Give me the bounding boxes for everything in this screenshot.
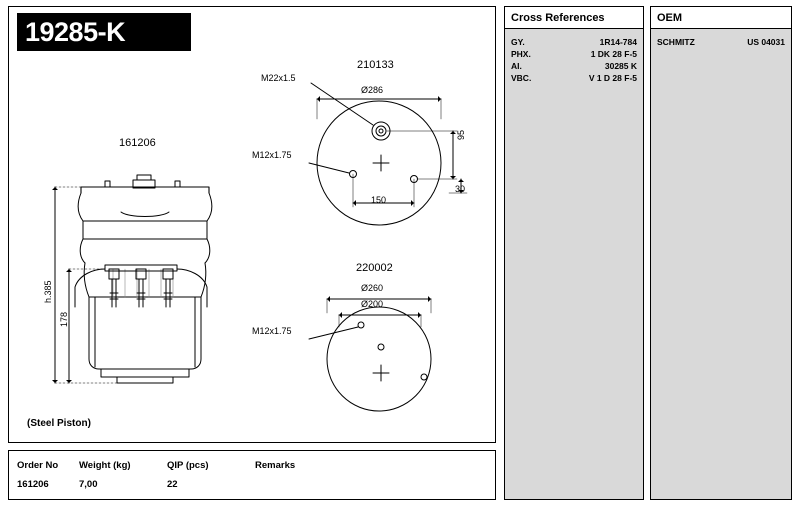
cross-references-list bbox=[505, 29, 643, 84]
top-detail-part-number: 210133 bbox=[357, 59, 394, 71]
oem-panel bbox=[650, 6, 792, 500]
cross-references-panel bbox=[504, 6, 644, 500]
list-item bbox=[511, 73, 637, 84]
order-table-value-order-no: 161206 bbox=[17, 478, 49, 490]
main-part-number-label: 161206 bbox=[119, 137, 156, 149]
dimension-label-95: 95 bbox=[456, 129, 466, 140]
oem-list bbox=[651, 29, 791, 48]
thread-label-m22: M22x1.5 bbox=[261, 73, 296, 83]
order-table bbox=[8, 450, 496, 500]
thread-label-m12-bottom: M12x1.75 bbox=[252, 326, 292, 336]
oem-brand: SCHMITZ bbox=[657, 37, 695, 47]
oem-code: US 04031 bbox=[747, 37, 785, 47]
dimension-label-height-lower: 178 bbox=[59, 311, 69, 327]
cross-references-heading: Cross References bbox=[505, 7, 643, 29]
dimension-label-d260: Ø260 bbox=[361, 283, 384, 293]
list-item bbox=[657, 37, 785, 48]
order-table-header-remarks: Remarks bbox=[255, 459, 296, 471]
list-item bbox=[511, 37, 637, 48]
thread-label-m12-top: M12x1.75 bbox=[252, 150, 292, 160]
table-row bbox=[9, 473, 495, 493]
order-table-header-weight: Weight (kg) bbox=[79, 459, 131, 471]
order-table-header-qip: QIP (pcs) bbox=[167, 459, 209, 471]
xref-brand: VBC. bbox=[511, 73, 532, 83]
order-table-value-weight: 7,00 bbox=[79, 478, 98, 490]
xref-code: 1R14-784 bbox=[599, 37, 637, 47]
drawing-panel bbox=[8, 6, 496, 443]
order-table-header-order-no: Order No bbox=[17, 459, 59, 471]
xref-code: V 1 D 28 F-5 bbox=[588, 73, 637, 83]
page-title: 19285-K bbox=[25, 16, 126, 47]
list-item bbox=[511, 49, 637, 60]
xref-code: 30285 K bbox=[604, 61, 637, 71]
order-table-header-row bbox=[9, 451, 495, 473]
xref-code: 1 DK 28 F-5 bbox=[590, 49, 637, 59]
oem-heading: OEM bbox=[651, 7, 791, 29]
dimension-label-30: 30 bbox=[455, 184, 466, 194]
xref-brand: GY. bbox=[511, 37, 525, 47]
xref-brand: PHX. bbox=[511, 49, 531, 59]
order-table-value-qip: 22 bbox=[167, 478, 178, 490]
dimension-label-150: 150 bbox=[371, 195, 387, 205]
dimension-label-d200: Ø200 bbox=[361, 299, 384, 309]
dimension-label-height-overall: h.385 bbox=[43, 280, 53, 303]
list-item bbox=[511, 61, 637, 72]
xref-brand: AI. bbox=[511, 61, 522, 71]
steel-piston-note: (Steel Piston) bbox=[27, 418, 91, 429]
dimension-label-d286: Ø286 bbox=[361, 85, 384, 95]
bottom-detail-part-number: 220002 bbox=[356, 262, 393, 274]
technical-drawing-svg bbox=[9, 7, 495, 442]
